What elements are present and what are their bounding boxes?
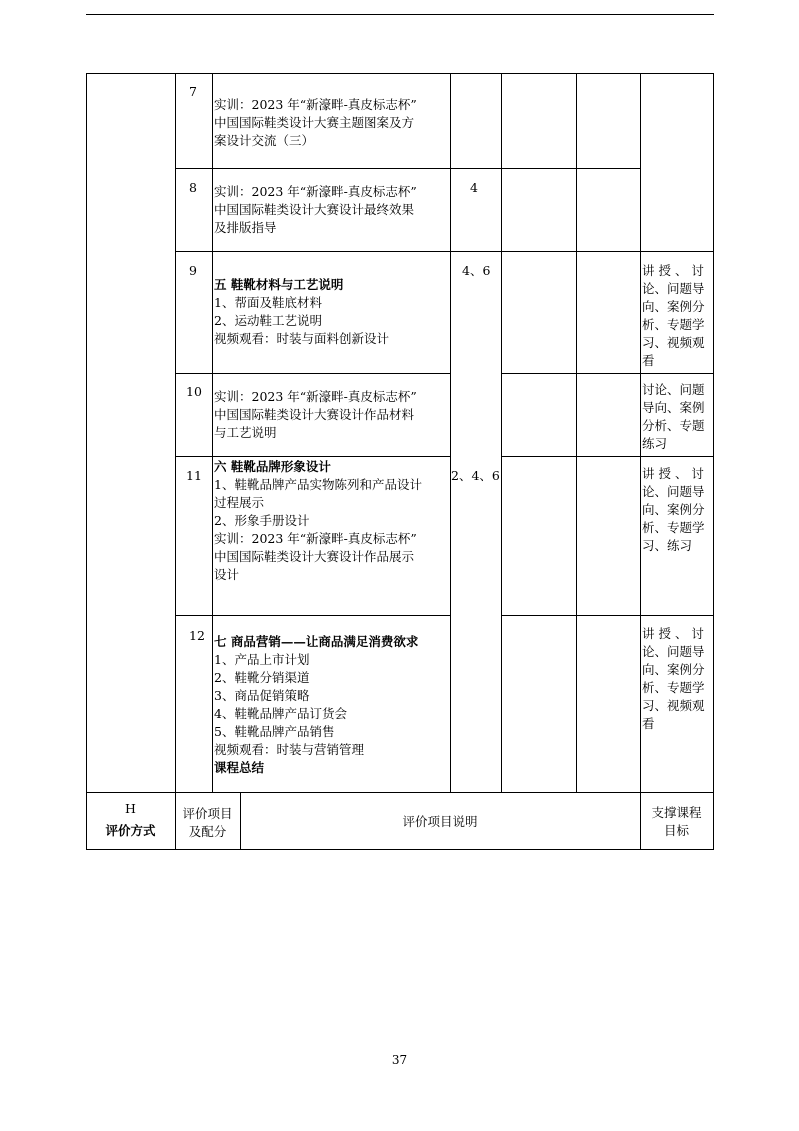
row-8-hours: 4: [470, 180, 478, 195]
row-9-hours: 4、6: [462, 263, 491, 278]
row-10-number: 10: [186, 384, 202, 399]
row-10-content: 实训：2023 年“新濠畔-真皮标志杯” 中国国际鞋类设计大赛设计作品材料 与工艺说明: [214, 389, 417, 440]
row-12-method: 讲 授 、 讨 论、问题导 向、案例分 析、专题学 习、视频观 看: [642, 626, 705, 731]
eval-item-header: 评价项目 及配分: [182, 806, 233, 839]
row-8-content: 实训：2023 年“新濠畔-真皮标志杯” 中国国际鞋类设计大赛设计最终效果 及排版指导: [214, 184, 417, 235]
row-9-method: 讲 授 、 讨 论、问题导 向、案例分 析、专题学 习、视频观 看: [642, 263, 705, 368]
row-9-title: 五 鞋靴材料与工艺说明: [214, 277, 344, 292]
row-7-number: 7: [189, 84, 197, 99]
row-11-number: 11: [186, 468, 202, 483]
row-11-content: 六 鞋靴品牌形象设计 1、鞋靴品牌产品实物陈列和产品设计 过程展示 2、形象手册设计 实训：2023 年“新濠畔-真皮标志杯” 中国国际鞋类设计大赛设计作品展示 设计: [214, 458, 450, 584]
row-11-title: 六 鞋靴品牌形象设计: [214, 459, 331, 474]
row-12-number: 12: [189, 628, 205, 643]
row-11-method: 讲 授 、 讨 论、问题导 向、案例分 析、专题学 习、练习: [642, 466, 705, 553]
row-9-content: 五 鞋靴材料与工艺说明 1、帮面及鞋底材料 2、运动鞋工艺说明 视频观看：时装与面料创新设计: [214, 276, 450, 348]
row-9-number: 9: [189, 263, 197, 278]
eval-label-cell: H 评价方式: [105, 801, 156, 838]
row-12-content: 七 商品营销——让商品满足消费欲求 1、产品上市计划 2、鞋靴分销渠道 3、商品促销策略 4、鞋靴品牌产品订货会 5、鞋靴品牌产品销售 视频观看：时装与营销管理 课程总结: [214, 633, 450, 777]
header-rule: [86, 14, 714, 15]
row-10-method: 讨论、问题 导向、案例 分析、专题 练习: [642, 382, 705, 451]
row-7-content: 实训：2023 年“新濠畔-真皮标志杯” 中国国际鞋类设计大赛主题图案及方 案设计交流（三）: [214, 97, 417, 148]
page-number: 37: [391, 1053, 408, 1067]
eval-goal-header: 支撑课程 目标: [651, 805, 702, 838]
row-12-title: 七 商品营销——让商品满足消费欲求: [214, 634, 419, 649]
row-12-summary: 课程总结: [214, 760, 265, 775]
eval-desc-header: 评价项目说明: [402, 814, 478, 829]
row-8-number: 8: [189, 180, 197, 195]
row-11-hours: 2、4、6: [451, 468, 500, 483]
